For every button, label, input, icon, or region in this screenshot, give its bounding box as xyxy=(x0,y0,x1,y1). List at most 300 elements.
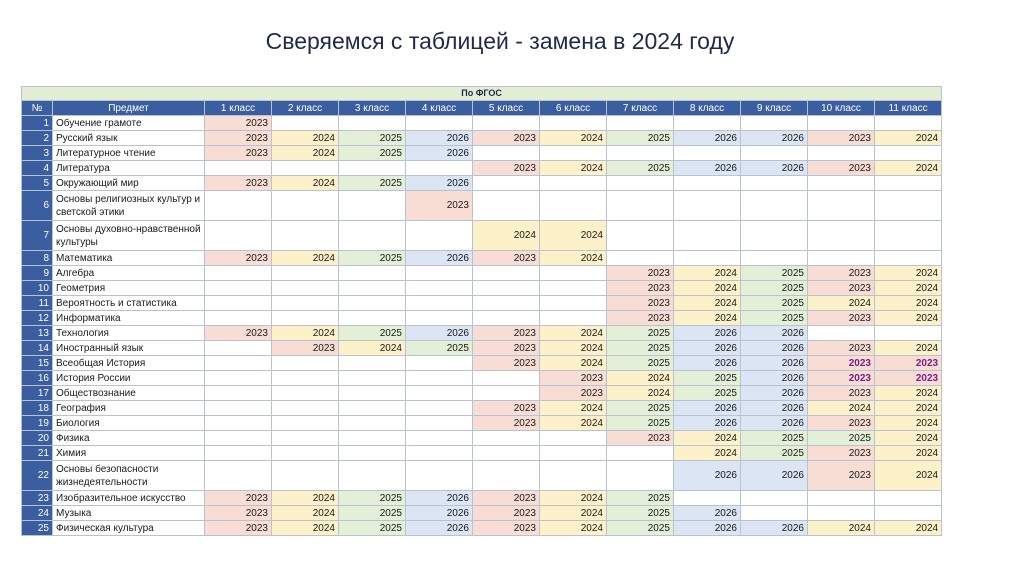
year-cell: 2023 xyxy=(875,371,942,386)
row-number: 11 xyxy=(22,296,53,311)
year-cell: 2026 xyxy=(674,161,741,176)
year-cell xyxy=(339,371,406,386)
year-cell: 2024 xyxy=(875,131,942,146)
year-cell: 2023 xyxy=(607,266,674,281)
year-cell xyxy=(741,491,808,506)
year-cell: 2025 xyxy=(808,431,875,446)
year-cell: 2023 xyxy=(473,161,540,176)
table-row xyxy=(22,176,942,191)
year-cell xyxy=(607,461,674,491)
year-cell: 2026 xyxy=(741,371,808,386)
table-row xyxy=(22,431,942,446)
year-cell xyxy=(339,416,406,431)
year-cell: 2024 xyxy=(674,446,741,461)
year-cell xyxy=(339,386,406,401)
year-cell: 2024 xyxy=(540,131,607,146)
year-cell xyxy=(406,446,473,461)
year-cell xyxy=(473,386,540,401)
year-cell: 2026 xyxy=(674,341,741,356)
year-cell xyxy=(473,116,540,131)
year-cell: 2026 xyxy=(741,131,808,146)
year-cell xyxy=(540,116,607,131)
year-cell: 2025 xyxy=(607,401,674,416)
column-header: 3 класс xyxy=(339,101,406,116)
year-cell: 2024 xyxy=(540,161,607,176)
year-cell xyxy=(205,281,272,296)
row-number: 10 xyxy=(22,281,53,296)
table-row xyxy=(22,131,942,146)
column-header: 2 класс xyxy=(272,101,339,116)
subject-cell: Информатика xyxy=(53,311,205,326)
table-row xyxy=(22,401,942,416)
year-cell: 2023 xyxy=(808,461,875,491)
year-cell: 2026 xyxy=(674,131,741,146)
year-cell xyxy=(875,251,942,266)
year-cell xyxy=(875,191,942,221)
year-cell xyxy=(406,356,473,371)
year-cell: 2024 xyxy=(540,506,607,521)
subject-cell: Основы религиозных культур и светской этики xyxy=(53,191,205,221)
column-header: 8 класс xyxy=(674,101,741,116)
year-cell: 2025 xyxy=(607,506,674,521)
year-cell: 2026 xyxy=(741,416,808,431)
subject-cell: История России xyxy=(53,371,205,386)
year-cell xyxy=(540,191,607,221)
year-cell: 2023 xyxy=(607,296,674,311)
year-cell: 2025 xyxy=(741,446,808,461)
year-cell xyxy=(607,251,674,266)
year-cell: 2024 xyxy=(808,401,875,416)
subject-cell: Изобразительное искусство xyxy=(53,491,205,506)
year-cell xyxy=(406,401,473,416)
year-cell xyxy=(205,401,272,416)
year-cell xyxy=(741,146,808,161)
subject-cell: Обучение грамоте xyxy=(53,116,205,131)
year-cell xyxy=(741,176,808,191)
subject-cell: Физика xyxy=(53,431,205,446)
year-cell xyxy=(272,386,339,401)
row-number: 8 xyxy=(22,251,53,266)
year-cell xyxy=(205,461,272,491)
row-number: 12 xyxy=(22,311,53,326)
year-cell: 2026 xyxy=(674,521,741,536)
year-cell: 2025 xyxy=(607,521,674,536)
year-cell: 2023 xyxy=(473,341,540,356)
year-cell: 2023 xyxy=(473,356,540,371)
year-cell xyxy=(205,416,272,431)
year-cell xyxy=(607,116,674,131)
year-cell xyxy=(205,266,272,281)
row-number: 4 xyxy=(22,161,53,176)
year-cell: 2026 xyxy=(674,326,741,341)
column-header: 10 класс xyxy=(808,101,875,116)
subject-cell: Технология xyxy=(53,326,205,341)
year-cell: 2024 xyxy=(674,431,741,446)
year-cell xyxy=(875,491,942,506)
row-number: 23 xyxy=(22,491,53,506)
year-cell xyxy=(272,446,339,461)
year-cell: 2026 xyxy=(741,326,808,341)
year-cell: 2024 xyxy=(272,251,339,266)
year-cell xyxy=(205,371,272,386)
year-cell: 2023 xyxy=(808,446,875,461)
year-cell xyxy=(808,146,875,161)
year-cell: 2024 xyxy=(875,461,942,491)
year-cell: 2026 xyxy=(741,341,808,356)
table-row xyxy=(22,266,942,281)
year-cell xyxy=(741,116,808,131)
row-number: 21 xyxy=(22,446,53,461)
year-cell xyxy=(272,356,339,371)
year-cell: 2025 xyxy=(607,131,674,146)
year-cell xyxy=(875,326,942,341)
year-cell xyxy=(205,221,272,251)
year-cell xyxy=(205,341,272,356)
year-cell: 2025 xyxy=(741,281,808,296)
year-cell xyxy=(205,386,272,401)
year-cell: 2025 xyxy=(741,431,808,446)
year-cell xyxy=(540,266,607,281)
year-cell: 2025 xyxy=(339,146,406,161)
year-cell: 2023 xyxy=(808,266,875,281)
year-cell: 2026 xyxy=(741,161,808,176)
table-row xyxy=(22,521,942,536)
year-cell xyxy=(875,116,942,131)
subject-cell: Вероятность и статистика xyxy=(53,296,205,311)
year-cell: 2024 xyxy=(272,176,339,191)
table-row xyxy=(22,161,942,176)
year-cell: 2023 xyxy=(473,326,540,341)
year-cell: 2023 xyxy=(406,191,473,221)
table-row xyxy=(22,146,942,161)
year-cell xyxy=(808,251,875,266)
year-cell: 2023 xyxy=(205,176,272,191)
year-cell xyxy=(339,431,406,446)
year-cell: 2025 xyxy=(741,311,808,326)
year-cell: 2023 xyxy=(473,491,540,506)
year-cell xyxy=(473,281,540,296)
year-cell: 2026 xyxy=(741,401,808,416)
year-cell xyxy=(205,431,272,446)
year-cell: 2024 xyxy=(875,416,942,431)
year-cell xyxy=(272,191,339,221)
year-cell xyxy=(607,191,674,221)
year-cell: 2026 xyxy=(741,386,808,401)
year-cell xyxy=(339,296,406,311)
year-cell: 2026 xyxy=(406,251,473,266)
year-cell: 2024 xyxy=(540,401,607,416)
subject-cell: Музыка xyxy=(53,506,205,521)
table-row xyxy=(22,311,942,326)
year-cell: 2024 xyxy=(875,446,942,461)
year-cell: 2024 xyxy=(674,281,741,296)
table-row xyxy=(22,491,942,506)
year-cell: 2023 xyxy=(473,251,540,266)
year-cell: 2026 xyxy=(674,416,741,431)
year-cell: 2024 xyxy=(808,521,875,536)
year-cell: 2024 xyxy=(540,416,607,431)
year-cell xyxy=(339,446,406,461)
year-cell: 2026 xyxy=(674,356,741,371)
year-cell: 2025 xyxy=(339,521,406,536)
year-cell xyxy=(339,191,406,221)
year-cell: 2023 xyxy=(205,521,272,536)
year-cell: 2023 xyxy=(473,416,540,431)
table-row xyxy=(22,371,942,386)
year-cell: 2024 xyxy=(674,311,741,326)
row-number: 9 xyxy=(22,266,53,281)
year-cell xyxy=(406,116,473,131)
year-cell: 2024 xyxy=(272,506,339,521)
year-cell xyxy=(339,266,406,281)
row-number: 25 xyxy=(22,521,53,536)
year-cell xyxy=(607,176,674,191)
year-cell xyxy=(808,326,875,341)
year-cell: 2023 xyxy=(205,116,272,131)
table-row xyxy=(22,416,942,431)
year-cell: 2023 xyxy=(272,341,339,356)
subject-cell: Геометрия xyxy=(53,281,205,296)
year-cell: 2023 xyxy=(473,131,540,146)
year-cell xyxy=(674,176,741,191)
year-cell xyxy=(339,116,406,131)
table-row xyxy=(22,191,942,221)
year-cell: 2024 xyxy=(540,221,607,251)
subject-cell: Окружающий мир xyxy=(53,176,205,191)
year-cell xyxy=(808,116,875,131)
slide-title: Сверяемся с таблицей - замена в 2024 году xyxy=(265,28,735,54)
year-cell xyxy=(674,491,741,506)
year-cell: 2025 xyxy=(741,296,808,311)
year-cell: 2023 xyxy=(205,131,272,146)
year-cell xyxy=(205,191,272,221)
year-cell: 2026 xyxy=(406,506,473,521)
year-cell: 2026 xyxy=(406,521,473,536)
year-cell xyxy=(875,221,942,251)
column-header: 9 класс xyxy=(741,101,808,116)
year-cell xyxy=(272,116,339,131)
year-cell xyxy=(473,371,540,386)
table-row xyxy=(22,386,942,401)
year-cell xyxy=(473,446,540,461)
year-cell xyxy=(540,176,607,191)
column-header: 7 класс xyxy=(607,101,674,116)
table-row xyxy=(22,296,942,311)
year-cell: 2023 xyxy=(875,356,942,371)
year-cell: 2024 xyxy=(875,281,942,296)
year-cell: 2025 xyxy=(741,266,808,281)
row-number: 24 xyxy=(22,506,53,521)
year-cell xyxy=(406,371,473,386)
year-cell xyxy=(540,431,607,446)
subject-cell: Литература xyxy=(53,161,205,176)
year-cell xyxy=(875,176,942,191)
year-cell: 2024 xyxy=(875,161,942,176)
year-cell xyxy=(808,191,875,221)
subject-cell: Иностранный язык xyxy=(53,341,205,356)
year-cell xyxy=(473,191,540,221)
year-cell xyxy=(272,401,339,416)
table-row xyxy=(22,116,942,131)
table-row xyxy=(22,506,942,521)
row-number: 22 xyxy=(22,461,53,491)
year-cell: 2025 xyxy=(607,416,674,431)
year-cell: 2024 xyxy=(272,146,339,161)
year-cell xyxy=(406,416,473,431)
year-cell: 2024 xyxy=(473,221,540,251)
year-cell: 2026 xyxy=(406,326,473,341)
year-cell: 2023 xyxy=(607,311,674,326)
year-cell: 2023 xyxy=(808,416,875,431)
year-cell: 2025 xyxy=(607,491,674,506)
year-cell: 2023 xyxy=(205,491,272,506)
year-cell xyxy=(741,506,808,521)
table-row xyxy=(22,461,942,491)
year-cell: 2024 xyxy=(875,266,942,281)
subject-cell: Физическая культура xyxy=(53,521,205,536)
year-cell: 2025 xyxy=(607,341,674,356)
table-row xyxy=(22,341,942,356)
year-cell xyxy=(674,191,741,221)
year-cell: 2026 xyxy=(406,131,473,146)
year-cell: 2025 xyxy=(339,176,406,191)
year-cell xyxy=(473,461,540,491)
year-cell: 2023 xyxy=(808,341,875,356)
year-cell: 2026 xyxy=(741,461,808,491)
year-cell: 2024 xyxy=(607,386,674,401)
year-cell: 2023 xyxy=(205,146,272,161)
year-cell: 2023 xyxy=(205,251,272,266)
subject-cell: Основы безопасности жизнедеятельности xyxy=(53,461,205,491)
year-cell: 2026 xyxy=(674,401,741,416)
subject-cell: Русский язык xyxy=(53,131,205,146)
year-cell xyxy=(741,191,808,221)
year-cell: 2025 xyxy=(339,251,406,266)
table-row xyxy=(22,326,942,341)
year-cell xyxy=(205,356,272,371)
column-header: 4 класс xyxy=(406,101,473,116)
table-row xyxy=(22,281,942,296)
year-cell xyxy=(674,116,741,131)
year-cell: 2025 xyxy=(607,356,674,371)
year-cell: 2025 xyxy=(339,506,406,521)
row-number: 14 xyxy=(22,341,53,356)
year-cell xyxy=(473,146,540,161)
year-cell xyxy=(205,161,272,176)
table-row xyxy=(22,221,942,251)
year-cell: 2024 xyxy=(875,431,942,446)
year-cell: 2024 xyxy=(674,266,741,281)
year-cell xyxy=(205,446,272,461)
row-number: 17 xyxy=(22,386,53,401)
row-number: 18 xyxy=(22,401,53,416)
year-cell xyxy=(339,161,406,176)
subject-cell: География xyxy=(53,401,205,416)
row-number: 19 xyxy=(22,416,53,431)
year-cell: 2026 xyxy=(406,491,473,506)
year-cell xyxy=(406,431,473,446)
year-cell xyxy=(406,161,473,176)
year-cell xyxy=(406,311,473,326)
year-cell: 2024 xyxy=(540,521,607,536)
year-cell xyxy=(875,506,942,521)
year-cell: 2024 xyxy=(607,371,674,386)
band-label: По ФГОС xyxy=(22,87,942,101)
table-row xyxy=(22,356,942,371)
year-cell xyxy=(607,446,674,461)
year-cell: 2024 xyxy=(674,296,741,311)
year-cell xyxy=(607,146,674,161)
year-cell xyxy=(540,296,607,311)
year-cell: 2024 xyxy=(339,341,406,356)
year-cell: 2023 xyxy=(473,401,540,416)
year-cell xyxy=(406,266,473,281)
year-cell: 2025 xyxy=(607,326,674,341)
year-cell: 2023 xyxy=(473,506,540,521)
year-cell xyxy=(272,266,339,281)
year-cell xyxy=(808,491,875,506)
year-cell xyxy=(674,251,741,266)
year-cell: 2024 xyxy=(808,296,875,311)
year-cell: 2024 xyxy=(540,251,607,266)
year-cell: 2023 xyxy=(808,311,875,326)
year-cell: 2025 xyxy=(339,131,406,146)
year-cell: 2024 xyxy=(875,386,942,401)
year-cell xyxy=(272,296,339,311)
row-number: 2 xyxy=(22,131,53,146)
year-cell xyxy=(473,266,540,281)
subject-cell: Алгебра xyxy=(53,266,205,281)
year-cell: 2024 xyxy=(540,341,607,356)
year-cell: 2023 xyxy=(808,131,875,146)
year-cell xyxy=(540,446,607,461)
year-cell xyxy=(406,386,473,401)
year-cell: 2023 xyxy=(205,326,272,341)
subject-cell: Всеобщая История xyxy=(53,356,205,371)
year-cell: 2023 xyxy=(540,386,607,401)
table-row xyxy=(22,446,942,461)
year-cell xyxy=(741,251,808,266)
year-cell: 2024 xyxy=(540,326,607,341)
year-cell xyxy=(674,146,741,161)
year-cell xyxy=(406,461,473,491)
year-cell: 2023 xyxy=(607,431,674,446)
column-header: 11 класс xyxy=(875,101,942,116)
year-cell: 2025 xyxy=(339,491,406,506)
year-cell: 2025 xyxy=(406,341,473,356)
year-cell xyxy=(272,416,339,431)
year-cell: 2024 xyxy=(875,296,942,311)
column-header: 1 класс xyxy=(205,101,272,116)
column-header: Предмет xyxy=(53,101,205,116)
year-cell xyxy=(473,296,540,311)
year-cell xyxy=(808,506,875,521)
year-cell xyxy=(473,431,540,446)
year-cell xyxy=(540,311,607,326)
year-cell: 2024 xyxy=(272,131,339,146)
year-cell: 2025 xyxy=(674,386,741,401)
year-cell xyxy=(339,221,406,251)
year-cell: 2023 xyxy=(808,161,875,176)
year-cell xyxy=(272,221,339,251)
year-cell xyxy=(406,221,473,251)
subject-cell: Литературное чтение xyxy=(53,146,205,161)
year-cell: 2023 xyxy=(808,371,875,386)
year-cell: 2024 xyxy=(875,521,942,536)
year-cell: 2026 xyxy=(741,356,808,371)
year-cell xyxy=(339,356,406,371)
year-cell: 2026 xyxy=(674,506,741,521)
